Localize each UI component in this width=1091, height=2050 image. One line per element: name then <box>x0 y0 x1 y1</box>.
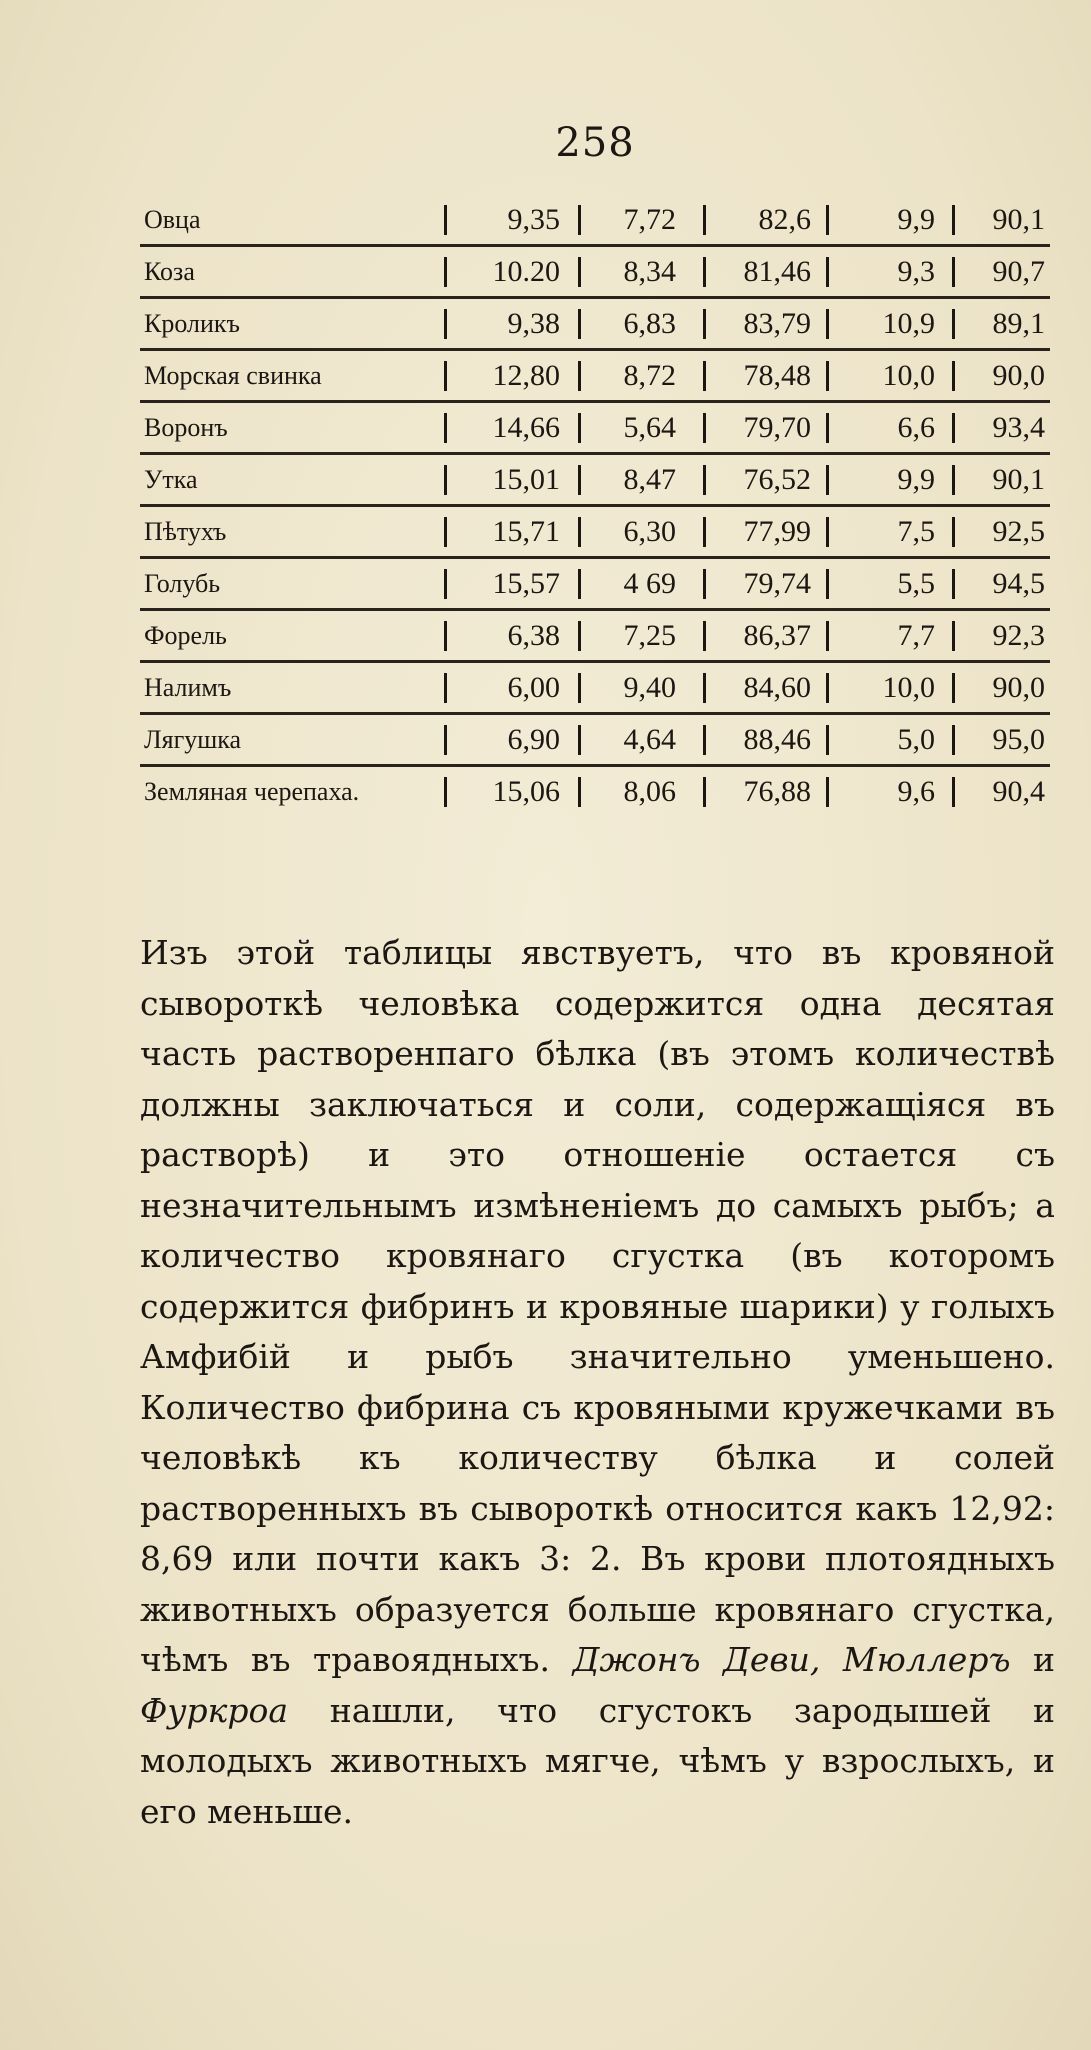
table-cell: 4,64 <box>623 723 676 756</box>
table-cell: 78,48 <box>743 359 811 392</box>
table-cell: 94,5 <box>992 567 1045 600</box>
table-cell-animal: Воронъ <box>144 413 228 442</box>
conjunction: и <box>1032 1640 1055 1679</box>
table-cell: 5,5 <box>897 567 935 600</box>
table-cell: 14,66 <box>492 411 560 444</box>
table-row <box>140 403 1050 455</box>
table-cell: 82,6 <box>758 203 811 236</box>
table-row <box>140 455 1050 507</box>
table-cell-animal: Пѣтухъ <box>144 517 227 546</box>
blood-composition-table <box>140 195 1050 816</box>
table-cell: 6,83 <box>623 307 676 340</box>
table-cell: 90,4 <box>992 775 1045 808</box>
table-cell: 6,30 <box>623 515 676 548</box>
table-cell: 77,99 <box>743 515 811 548</box>
table-row <box>140 299 1050 351</box>
table-cell: 79,74 <box>743 567 811 600</box>
author-name: Джонъ Деви, <box>572 1640 821 1679</box>
table-cell: 9,40 <box>623 671 676 704</box>
column-separator <box>952 673 955 703</box>
table-row <box>140 663 1050 715</box>
column-separator <box>826 569 829 599</box>
table-cell-animal: Налимъ <box>144 673 232 702</box>
table-cell: 15,71 <box>492 515 560 548</box>
table-cell: 90,0 <box>992 359 1045 392</box>
paragraph-text-part2: нашли, что сгустокъ зародышей и молодыхъ животныхъ мягче, чѣмъ у взрослыхъ, и его меньше. <box>140 1690 1055 1831</box>
table-cell: 90,1 <box>992 203 1045 236</box>
author-name: Фуркроа <box>140 1690 289 1730</box>
table-cell-animal: Утка <box>144 465 198 494</box>
column-separator <box>826 309 829 339</box>
column-separator <box>826 725 829 755</box>
table-cell: 7,25 <box>623 619 676 652</box>
column-separator <box>952 413 955 443</box>
column-separator <box>826 361 829 391</box>
table-row <box>140 767 1050 816</box>
table-cell-animal: Земляная черепаха. <box>144 777 360 806</box>
table-cell: 5,64 <box>623 411 676 444</box>
column-separator <box>826 673 829 703</box>
table-cell: 10,0 <box>882 359 935 392</box>
table-cell: 90,0 <box>992 671 1045 704</box>
table-cell: 6,38 <box>507 619 560 652</box>
table-cell: 4 69 <box>623 567 676 600</box>
column-separator <box>826 205 829 235</box>
table-cell: 5,0 <box>897 723 935 756</box>
table-cell: 9,35 <box>507 203 560 236</box>
table-cell: 89,1 <box>992 307 1045 340</box>
page-number: 258 <box>555 120 635 166</box>
table-cell-animal: Коза <box>144 257 195 286</box>
table-cell: 83,79 <box>743 307 811 340</box>
column-separator <box>826 777 829 807</box>
table-cell: 76,88 <box>743 775 811 808</box>
table-cell-animal: Кроликъ <box>144 309 240 338</box>
table-cell-animal: Голубь <box>144 569 221 598</box>
table-cell: 7,72 <box>623 203 676 236</box>
column-separator <box>826 465 829 495</box>
column-separator <box>826 621 829 651</box>
table-cell: 8,34 <box>623 255 676 288</box>
table-cell: 10.20 <box>492 255 560 288</box>
table-cell: 93,4 <box>992 411 1045 444</box>
table-cell: 79,70 <box>743 411 811 444</box>
column-separator <box>952 517 955 547</box>
column-separator <box>826 257 829 287</box>
table-cell: 90,7 <box>992 255 1045 288</box>
table-row <box>140 507 1050 559</box>
table-cell: 8,47 <box>623 463 676 496</box>
table-cell-animal: Морская свинка <box>144 361 322 390</box>
table-cell: 7,7 <box>897 619 935 652</box>
table-cell: 6,90 <box>507 723 560 756</box>
table-cell: 6,6 <box>897 411 935 444</box>
body-paragraph <box>140 928 1055 1837</box>
table-row <box>140 247 1050 299</box>
column-separator <box>952 621 955 651</box>
table-cell: 8,72 <box>623 359 676 392</box>
table-cell: 81,46 <box>743 255 811 288</box>
column-separator <box>952 725 955 755</box>
table-cell: 12,80 <box>492 359 560 392</box>
table-cell-animal: Форель <box>144 621 227 650</box>
table-cell: 95,0 <box>992 723 1045 756</box>
table-row <box>140 611 1050 663</box>
table-row <box>140 195 1050 247</box>
paragraph-text-part1: Изъ этой таблицы явствуетъ, что въ кровяной сывороткѣ человѣка содержится одна десятая часть растворенпаго бѣлка (въ этомъ количествѣ должны заключаться и соли, содержащіяся въ растворѣ) и это отношеніе остается съ незначительнымъ измѣненіемъ до самыхъ рыбъ; а количество кровянаго сгустка (въ которомъ содержится фибринъ и кровяные шарики) у голыхъ Амфибій и рыбъ значительно уменьшено. Количество фибрина съ кровяными кружечками въ человѣкѣ къ количеству бѣлка и солей растворенныхъ въ сывороткѣ относится какъ 12,92: 8,69 или почти какъ 3: 2. Въ крови плотоядныхъ животныхъ образуется больше кровянаго сгустка, чѣмъ въ травоядныхъ. <box>140 933 1055 1679</box>
column-separator <box>952 205 955 235</box>
table-cell: 9,9 <box>897 463 935 496</box>
table-cell: 10,9 <box>882 307 935 340</box>
table-cell: 7,5 <box>897 515 935 548</box>
author-name: Мюллеръ <box>842 1640 1011 1679</box>
column-separator <box>826 413 829 443</box>
column-separator <box>826 517 829 547</box>
table-cell: 6,00 <box>507 671 560 704</box>
table-cell: 92,3 <box>992 619 1045 652</box>
column-separator <box>952 309 955 339</box>
table-cell: 9,6 <box>897 775 935 808</box>
table-cell: 86,37 <box>743 619 811 652</box>
table-cell-animal: Овца <box>144 205 201 234</box>
table-cell: 15,01 <box>492 463 560 496</box>
table-cell: 84,60 <box>743 671 811 704</box>
column-separator <box>952 777 955 807</box>
table-cell: 92,5 <box>992 515 1045 548</box>
column-separator <box>952 257 955 287</box>
table-cell: 10,0 <box>882 671 935 704</box>
table-cell: 8,06 <box>623 775 676 808</box>
column-separator <box>952 569 955 599</box>
table-cell-animal: Лягушка <box>144 725 242 754</box>
table-cell: 15,06 <box>492 775 560 808</box>
column-separator <box>952 361 955 391</box>
table-cell: 88,46 <box>743 723 811 756</box>
table-cell: 15,57 <box>492 567 560 600</box>
table-cell: 9,38 <box>507 307 560 340</box>
table-cell: 76,52 <box>743 463 811 496</box>
column-separator <box>952 465 955 495</box>
table-cell: 9,9 <box>897 203 935 236</box>
table-cell: 9,3 <box>897 255 935 288</box>
table-cell: 90,1 <box>992 463 1045 496</box>
table-row <box>140 715 1050 767</box>
table-row <box>140 351 1050 403</box>
table-row <box>140 559 1050 611</box>
